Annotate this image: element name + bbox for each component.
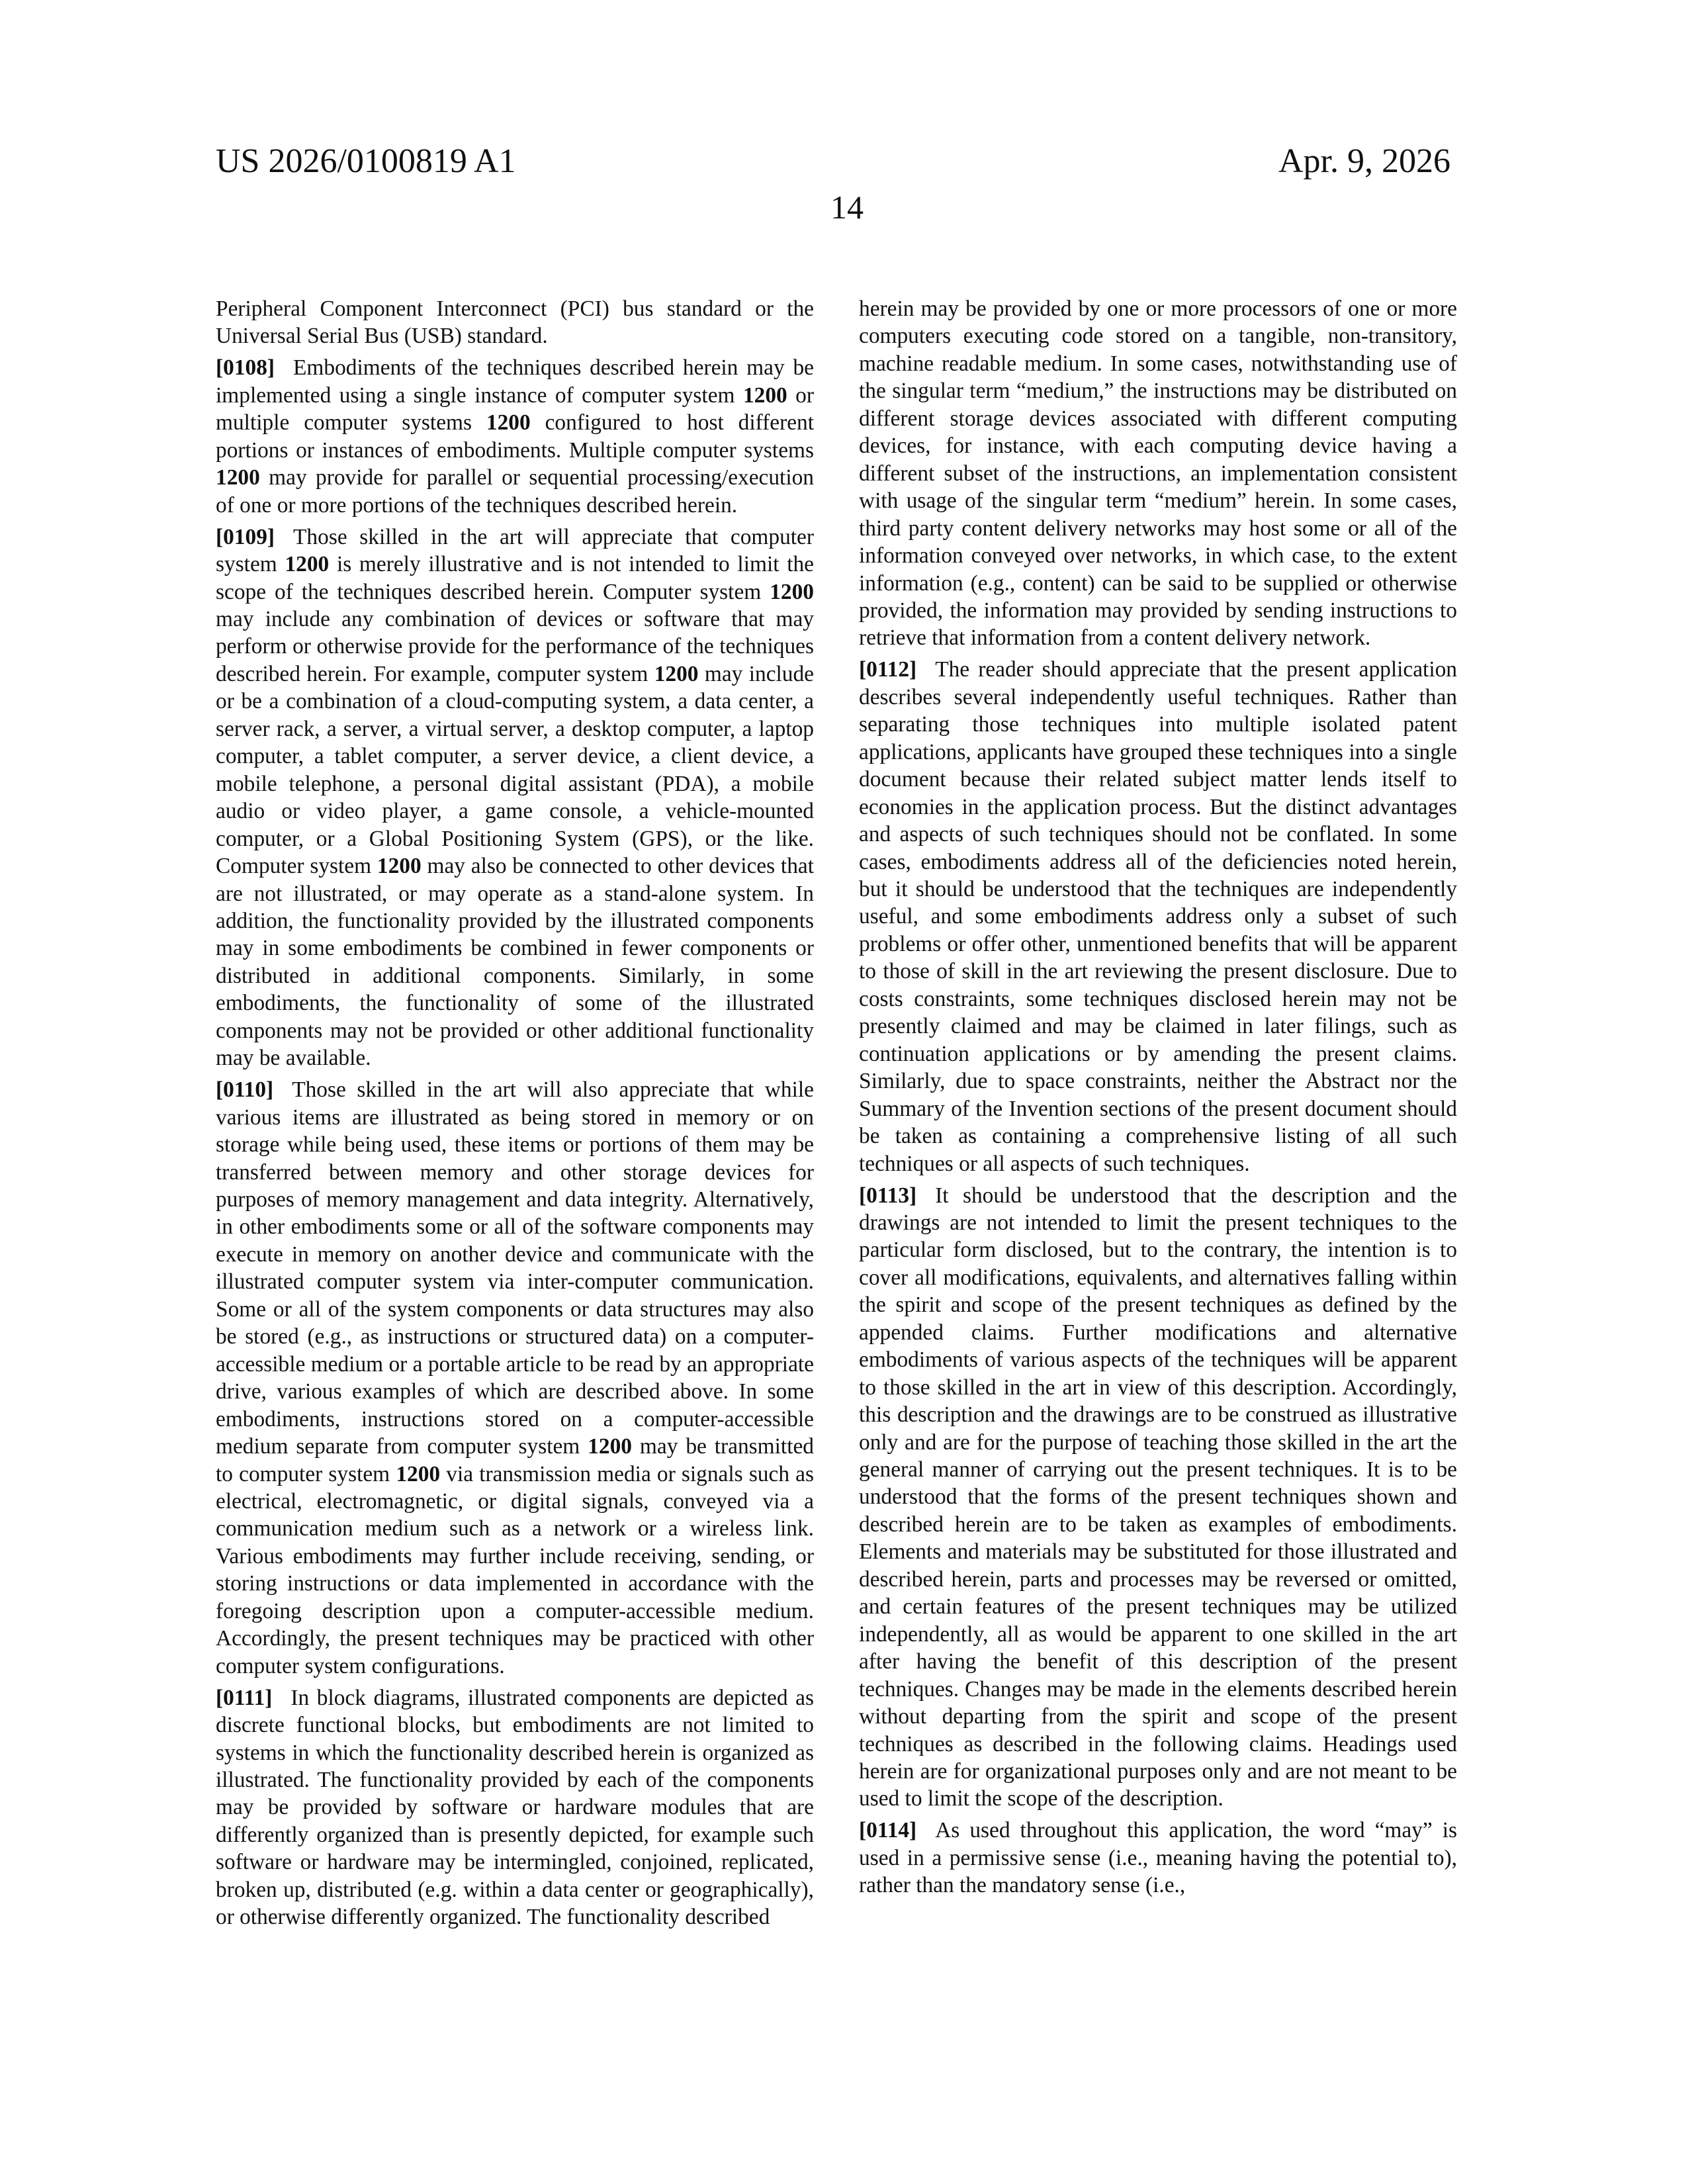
paragraph-text: may include any combination of devices or software that may perform or otherwise provide for the performance of the techniques described herein. For example, computer system — [216, 606, 814, 686]
paragraph-number: [0108] — [216, 355, 275, 381]
publication-date: Apr. 9, 2026 — [1278, 142, 1450, 180]
paragraph-number: [0110] — [216, 1077, 274, 1103]
paragraph-text: In block diagrams, illustrated components are depicted as discrete functional blocks, but embodiments are not limited to systems in which the functionality described herein is organized as illustrated. The functionality provided by each of the components may be provided by software or hardware modules that are differently organized than is presently depicted, for example such software or hardware may be intermingled, conjoined, replicated, broken up, distributed (e.g. within a data center or geographically), or otherwise differently organized. The functionality described — [216, 1685, 814, 1930]
paragraph-text: Those skilled in the art will also appreciate that while various items are illustrated as being stored in memory or on storage while being used, these items or portions of them may be transferred between memory and other storage devices for purposes of memory management and data integrity. Alternatively, in other embodiments some or all of the software components may execute in memory on another device and communicate with the illustrated computer system via inter-computer communication. Some or all of the system components or data structures may also be stored (e.g., as instructions or structured data) on a computer-accessible medium or a portable article to be read by an appropriate drive, various examples of which are described above. In some embodiments, instructions stored on a computer-accessible medium separate from computer system — [216, 1077, 814, 1459]
paragraph-text: via transmission media or signals such as electrical, electromagnetic, or digital signals, conveyed via a communication medium such as a network or a wireless link. Various embodiments may further include receiving, sending, or storing instructions or data implemented in accordance with the foregoing description upon a computer-accessible medium. Accordingly, the present techniques may be practiced with other computer system configurations. — [216, 1461, 814, 1678]
paragraph-number: [0114] — [859, 1818, 917, 1843]
paragraph-text: Embodiments of the techniques described herein may be implemented using a single instance of computer system — [216, 355, 814, 408]
paragraph-text: or multiple computer systems — [216, 383, 814, 435]
paragraph-0111 — [216, 1684, 814, 1931]
paragraph-number: [0113] — [859, 1183, 917, 1208]
continuation-paragraph — [859, 295, 1457, 652]
reference-numeral: 1200 — [654, 661, 699, 686]
paragraph-text: The reader should appreciate that the present application describes several independently useful techniques. Rather than separating those techniques into multiple isolated patent applications, applicants have grouped these techniques into a single document because their related subject matter lends itself to economies in the application process. But the distinct advantages and aspects of such techniques should not be conflated. In some cases, embodiments address all of the deficiencies noted herein, but it should be understood that the techniques are independently useful, and some embodiments address only a subset of such problems or offer other, unmentioned benefits that will be apparent to those of skill in the art reviewing the present disclosure. Due to costs constraints, some techniques disclosed herein may not be presently claimed and may be claimed in later filings, such as continuation applications or by amending the present claims. Similarly, due to space constraints, neither the Abstract nor the Summary of the Invention sections of the present document should be taken as containing a comprehensive listing of all such techniques or all aspects of such techniques. — [859, 657, 1457, 1176]
paragraph-text: It should be understood that the description and the drawings are not intended to limit the present techniques to the particular form disclosed, but to the contrary, the intention is to cover all modifications, equivalents, and alternatives falling within the spirit and scope of the present techniques as defined by the appended claims. Further modifications and alternative embodiments of various aspects of the techniques will be apparent to those skilled in the art in view of this description. Accordingly, this description and the drawings are to be construed as illustrative only and are for the purpose of teaching those skilled in the art the general manner of carrying out the present techniques. It is to be understood that the forms of the present techniques shown and described herein are to be taken as examples of embodiments. Elements and materials may be substituted for those illustrated and described herein, parts and processes may be reversed or omitted, and certain features of the present techniques may be utilized independently, all as would be apparent to one skilled in the art after having the benefit of this description of the present techniques. Changes may be made in the elements described herein without departing from the spirit and scope of the present techniques as described in the following claims. Headings used herein are for organizational purposes only and are not meant to be used to limit the scope of the description. — [859, 1183, 1457, 1811]
paragraph-number: [0109] — [216, 524, 275, 549]
paragraph-0112 — [859, 656, 1457, 1177]
reference-numeral: 1200 — [588, 1434, 632, 1459]
paragraph-number: [0111] — [216, 1685, 273, 1710]
paragraph-0113 — [859, 1182, 1457, 1813]
paragraph-text: is merely illustrative and is not intended to limit the scope of the techniques described herein. Computer system — [216, 552, 815, 604]
reference-numeral: 1200 — [377, 854, 422, 879]
paragraph-0108 — [216, 354, 814, 519]
continuation-text: herein may be provided by one or more processors of one or more computers executing code stored on a tangible, non-transitory, machine readable medium. In some cases, notwithstanding use of the singular term “medium,” the instructions may be distributed on different storage devices associated with different computing devices, for instance, with each computing device having a different subset of the instructions, an implementation consistent with usage of the singular term “medium” herein. In some cases, third party content delivery networks may host some or all of the information conveyed over networks, in which case, to the extent information (e.g., content) can be said to be supplied or otherwise provided, the information may provided by sending instructions to retrieve that information from a content delivery network. — [859, 296, 1457, 651]
reference-numeral: 1200 — [216, 465, 260, 490]
reference-numeral: 1200 — [396, 1461, 441, 1486]
page-number: 14 — [830, 189, 864, 226]
paragraph-text: configured to host different portions or instances of embodiments. Multiple computer systems — [216, 410, 814, 463]
right-column — [859, 295, 1457, 1903]
reference-numeral: 1200 — [742, 383, 787, 408]
paragraph-number: [0112] — [859, 657, 917, 682]
continuation-paragraph — [216, 295, 814, 350]
left-column — [216, 295, 814, 1935]
reference-numeral: 1200 — [486, 410, 531, 435]
paragraph-text: may be transmitted to computer system — [216, 1434, 814, 1486]
publication-number: US 2026/0100819 A1 — [216, 142, 516, 180]
paragraph-0110 — [216, 1076, 814, 1680]
paragraph-0114 — [859, 1817, 1457, 1899]
paragraph-text: may provide for parallel or sequential processing/execution of one or more portions of the techniques described herein. — [216, 465, 814, 518]
continuation-text: Peripheral Component Interconnect (PCI) bus standard or the Universal Serial Bus (USB) standard. — [216, 296, 814, 349]
paragraph-text: may include or be a combination of a cloud-computing system, a data center, a server rack, a server, a virtual server, a desktop computer, a laptop computer, a tablet computer, a server device, a client device, a mobile telephone, a personal digital assistant (PDA), a mobile audio or video player, a game console, a vehicle-mounted computer, or a Global Positioning System (GPS), or the like. Computer system — [216, 661, 814, 879]
paragraph-text: As used throughout this application, the word “may” is used in a permissive sense (i.e., meaning having the potential to), rather than the mandatory sense (i.e., — [859, 1818, 1457, 1898]
paragraph-text: may also be connected to other devices that are not illustrated, or may operate as a stand-alone system. In addition, the functionality provided by the illustrated components may in some embodiments be combined in fewer components or distributed in additional components. Similarly, in some embodiments, the functionality of some of the illustrated components may not be provided or other additional functionality may be available. — [216, 854, 814, 1071]
paragraph-0109 — [216, 523, 814, 1072]
paragraph-text: Those skilled in the art will appreciate that computer system — [216, 524, 814, 577]
reference-numeral: 1200 — [770, 579, 814, 604]
reference-numeral: 1200 — [285, 552, 330, 577]
